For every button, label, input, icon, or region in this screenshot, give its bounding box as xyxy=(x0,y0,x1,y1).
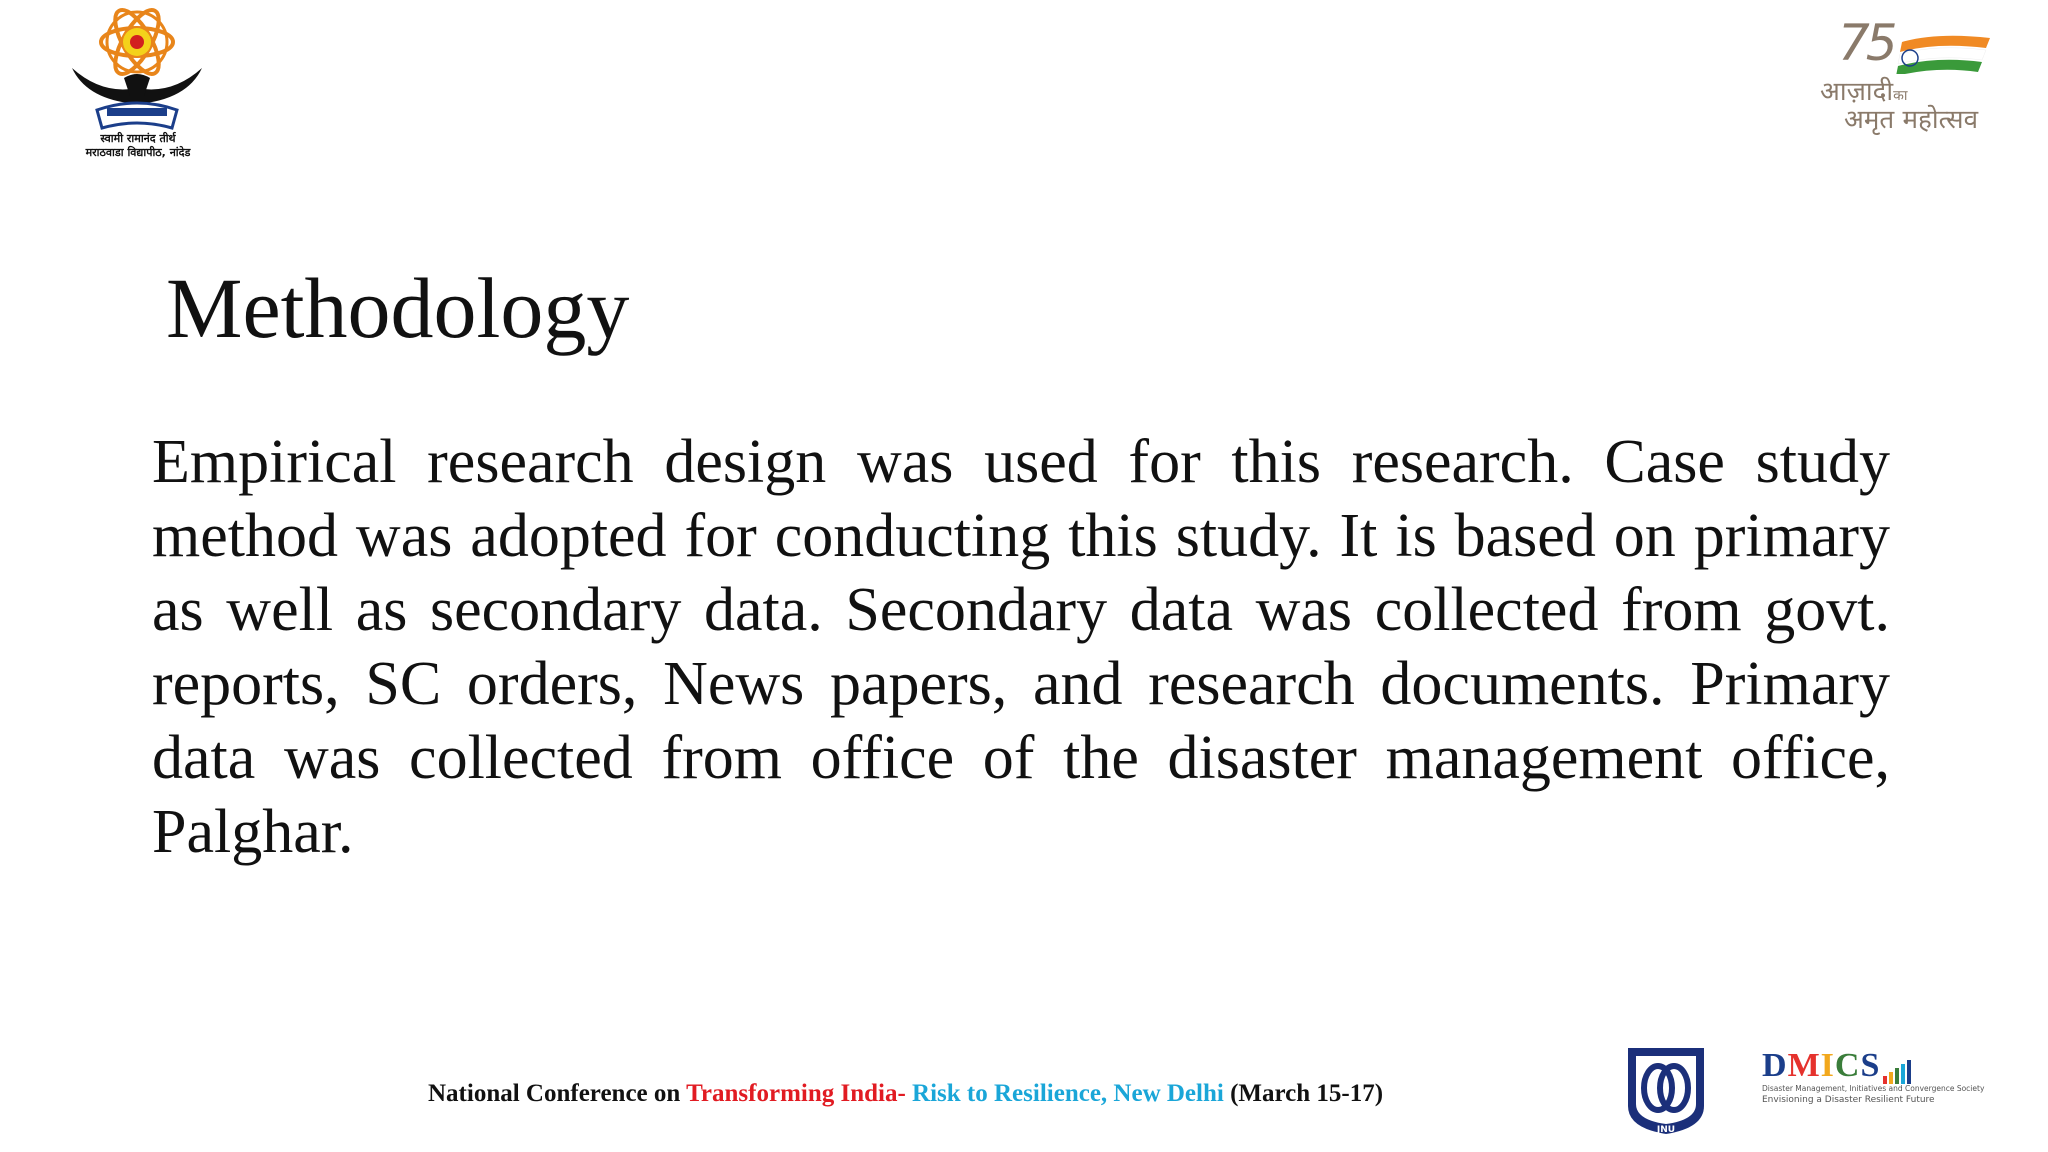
azadi-ka: का xyxy=(1893,88,1908,104)
footer-part3: Risk to Resilience, New Delhi xyxy=(905,1080,1224,1107)
dmics-letter-i: I xyxy=(1820,1047,1835,1084)
azadi-line1: आज़ादी xyxy=(1820,77,1894,107)
dmics-letter-m: M xyxy=(1787,1047,1821,1084)
dmics-letter-s: S xyxy=(1860,1047,1881,1084)
tricolor-flag-icon xyxy=(1882,34,1992,74)
slide-title: Methodology xyxy=(166,260,630,356)
azadi-ka-amrit-mahotsav-logo xyxy=(1820,14,2000,135)
jnu-caption: JNU xyxy=(1656,1125,1676,1135)
signal-bars-icon xyxy=(1883,1048,1913,1084)
azadi-number: 75 xyxy=(1838,14,1894,72)
dmics-subtitle: Disaster Management, Initiatives and Convergence Society xyxy=(1762,1084,1985,1093)
footer-part2: Transforming India- xyxy=(686,1080,906,1107)
dmics-wordmark xyxy=(1762,1048,1932,1084)
university-caption-line2: मराठवाडा विद्यापीठ, नांदेड xyxy=(85,146,191,159)
footer-part1: National Conference on xyxy=(428,1080,687,1107)
dmics-logo xyxy=(1762,1047,1985,1118)
jnu-logo xyxy=(1622,1044,1710,1136)
jnu-emblem-icon xyxy=(1622,1044,1710,1136)
dmics-letter-d: D xyxy=(1762,1047,1788,1084)
footer-part4: (March 15-17) xyxy=(1223,1080,1384,1107)
university-emblem-icon xyxy=(62,0,212,135)
azadi-line2: अमृत महोत्सव xyxy=(1844,105,1979,135)
dmics-letter-c: C xyxy=(1834,1047,1861,1084)
slide-body: Empirical research design was used for this research. Case study method was adopted for conducting this study. It is based on primary as well as secondary data. Secondary data was collected from govt. reports, SC orders, News papers, and research documents. Primary data was collected from office of the disaster management office, Palghar. xyxy=(152,428,1890,866)
university-caption-line1: स्वामी रामानंद तीर्थ xyxy=(100,132,176,145)
footer-conference-line xyxy=(428,1080,1383,1108)
university-logo xyxy=(62,0,212,165)
dmics-tagline: Envisioning a Disaster Resilient Future xyxy=(1762,1095,1935,1105)
